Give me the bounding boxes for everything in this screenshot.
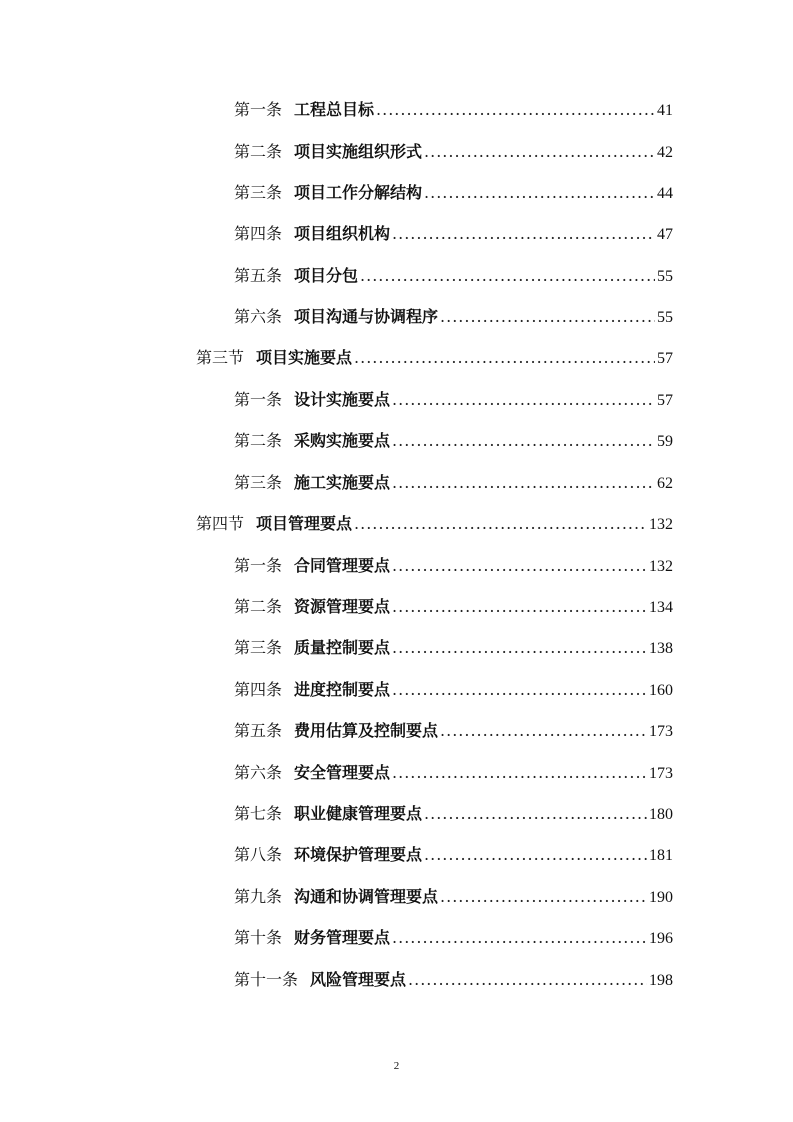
- toc-leader-dots: [392, 676, 647, 704]
- toc-section-title: 项目实施要点: [256, 348, 353, 367]
- toc-leader-dots: [424, 179, 655, 207]
- toc-entry-page: 57: [657, 392, 673, 409]
- toc-entry-number: 第一条: [234, 556, 283, 575]
- toc-entry-title: 资源管理要点: [294, 597, 391, 616]
- toc-entry-title: 设计实施要点: [294, 390, 391, 409]
- toc-leader-dots: [392, 552, 647, 580]
- toc-leader-dots: [392, 220, 655, 248]
- toc-entry[interactable]: [234, 759, 673, 787]
- toc-entry[interactable]: [234, 96, 673, 124]
- toc-entry-number: 第二条: [234, 597, 283, 616]
- toc-leader-dots: [354, 510, 647, 538]
- toc-entry-number: 第五条: [234, 721, 283, 740]
- toc-entry-number: 第五条: [234, 266, 283, 285]
- toc-entry[interactable]: [234, 303, 673, 331]
- toc-entry-number: 第九条: [234, 887, 283, 906]
- toc-leader-dots: [440, 303, 655, 331]
- toc-entry-title: 质量控制要点: [294, 638, 391, 657]
- toc-entry-page: 44: [657, 185, 673, 202]
- toc-entry-number: 第十一条: [234, 970, 299, 989]
- toc-entry[interactable]: [234, 634, 673, 662]
- toc-entry[interactable]: [234, 262, 673, 290]
- toc-entry-title: 职业健康管理要点: [294, 804, 423, 823]
- toc-leader-dots: [392, 386, 655, 414]
- toc-entry-title: 环境保护管理要点: [294, 845, 423, 864]
- toc-entry-page: 42: [657, 144, 673, 161]
- toc-leader-dots: [360, 262, 655, 290]
- toc-leader-dots: [392, 924, 647, 952]
- toc-entry-number: 第八条: [234, 845, 283, 864]
- toc-leader-dots: [408, 966, 647, 994]
- toc-entry[interactable]: [234, 386, 673, 414]
- toc-entry-page: 59: [657, 433, 673, 450]
- toc-entry-title: 财务管理要点: [294, 928, 391, 947]
- toc-entry-page: 134: [649, 599, 673, 616]
- toc-leader-dots: [392, 634, 647, 662]
- toc-entry-number: 第三条: [234, 638, 283, 657]
- toc-entry-title: 项目沟通与协调程序: [294, 307, 439, 326]
- toc-entry-title: 安全管理要点: [294, 763, 391, 782]
- toc-entry-number: 第三条: [234, 183, 283, 202]
- toc-entry-number: 第七条: [234, 804, 283, 823]
- toc-entry-page: 138: [649, 640, 673, 657]
- toc-leader-dots: [392, 593, 647, 621]
- toc-entry-number: 第三条: [234, 473, 283, 492]
- toc-entry-page: 41: [657, 102, 673, 119]
- toc-section-page: 57: [657, 350, 673, 367]
- toc-entry-page: 196: [649, 930, 673, 947]
- toc-entry[interactable]: [234, 841, 673, 869]
- toc-entry[interactable]: [234, 138, 673, 166]
- toc-entry[interactable]: [234, 966, 673, 994]
- toc-leader-dots: [354, 344, 655, 372]
- toc-entry-number: 第四条: [234, 680, 283, 699]
- toc-section-title: 项目管理要点: [256, 514, 353, 533]
- toc-leader-dots: [424, 841, 647, 869]
- toc-entry-title: 项目分包: [294, 266, 359, 285]
- toc-section-number: 第三节: [196, 348, 245, 367]
- toc-entry-page: 180: [649, 806, 673, 823]
- toc-entry-title: 项目实施组织形式: [294, 142, 423, 161]
- toc-entry-number: 第一条: [234, 390, 283, 409]
- toc-entry-page: 47: [657, 226, 673, 243]
- toc-entry-number: 第二条: [234, 142, 283, 161]
- toc-entry[interactable]: [234, 179, 673, 207]
- toc-entry-number: 第六条: [234, 307, 283, 326]
- toc-entry-page: 55: [657, 309, 673, 326]
- toc-entry-title: 工程总目标: [294, 100, 375, 119]
- toc-section-number: 第四节: [196, 514, 245, 533]
- toc-entry[interactable]: [234, 717, 673, 745]
- toc-leader-dots: [424, 800, 647, 828]
- toc-leader-dots: [392, 427, 655, 455]
- toc-entry[interactable]: [234, 427, 673, 455]
- toc-entry-page: 173: [649, 765, 673, 782]
- toc-section[interactable]: [196, 344, 673, 372]
- toc-entry-number: 第二条: [234, 431, 283, 450]
- toc-entry-page: 62: [657, 475, 673, 492]
- toc-entry-page: 190: [649, 889, 673, 906]
- toc-leader-dots: [392, 469, 655, 497]
- toc-entry-title: 采购实施要点: [294, 431, 391, 450]
- toc-leader-dots: [440, 883, 647, 911]
- toc-entry-page: 181: [649, 847, 673, 864]
- toc-leader-dots: [424, 138, 655, 166]
- toc-entry-number: 第一条: [234, 100, 283, 119]
- toc-entry-number: 第四条: [234, 224, 283, 243]
- toc-entry-page: 198: [649, 972, 673, 989]
- toc-section-page: 132: [649, 516, 673, 533]
- toc-section[interactable]: [196, 510, 673, 538]
- page-number-footer: 2: [393, 1060, 400, 1072]
- toc-entry-title: 施工实施要点: [294, 473, 391, 492]
- toc-entry[interactable]: [234, 220, 673, 248]
- toc-entry-title: 项目工作分解结构: [294, 183, 423, 202]
- toc-entry[interactable]: [234, 469, 673, 497]
- toc-entry-title: 项目组织机构: [294, 224, 391, 243]
- toc-entry-page: 160: [649, 682, 673, 699]
- toc-entry-number: 第十条: [234, 928, 283, 947]
- toc-entry-page: 55: [657, 268, 673, 285]
- toc-leader-dots: [392, 759, 647, 787]
- toc-entry[interactable]: [234, 883, 673, 911]
- toc-entry[interactable]: [234, 552, 673, 580]
- toc-entry-page: 132: [649, 558, 673, 575]
- toc-entry-title: 合同管理要点: [294, 556, 391, 575]
- toc-entry-title: 费用估算及控制要点: [294, 721, 439, 740]
- toc-entry[interactable]: [234, 676, 673, 704]
- toc-entry-page: 173: [649, 723, 673, 740]
- toc-entry-title: 风险管理要点: [310, 970, 407, 989]
- toc-entry-number: 第六条: [234, 763, 283, 782]
- toc-leader-dots: [440, 717, 647, 745]
- toc-entry-title: 沟通和协调管理要点: [294, 887, 439, 906]
- toc-entry[interactable]: [234, 593, 673, 621]
- toc-entry[interactable]: [234, 924, 673, 952]
- toc-entry[interactable]: [234, 800, 673, 828]
- toc-leader-dots: [376, 96, 655, 124]
- toc-entry-title: 进度控制要点: [294, 680, 391, 699]
